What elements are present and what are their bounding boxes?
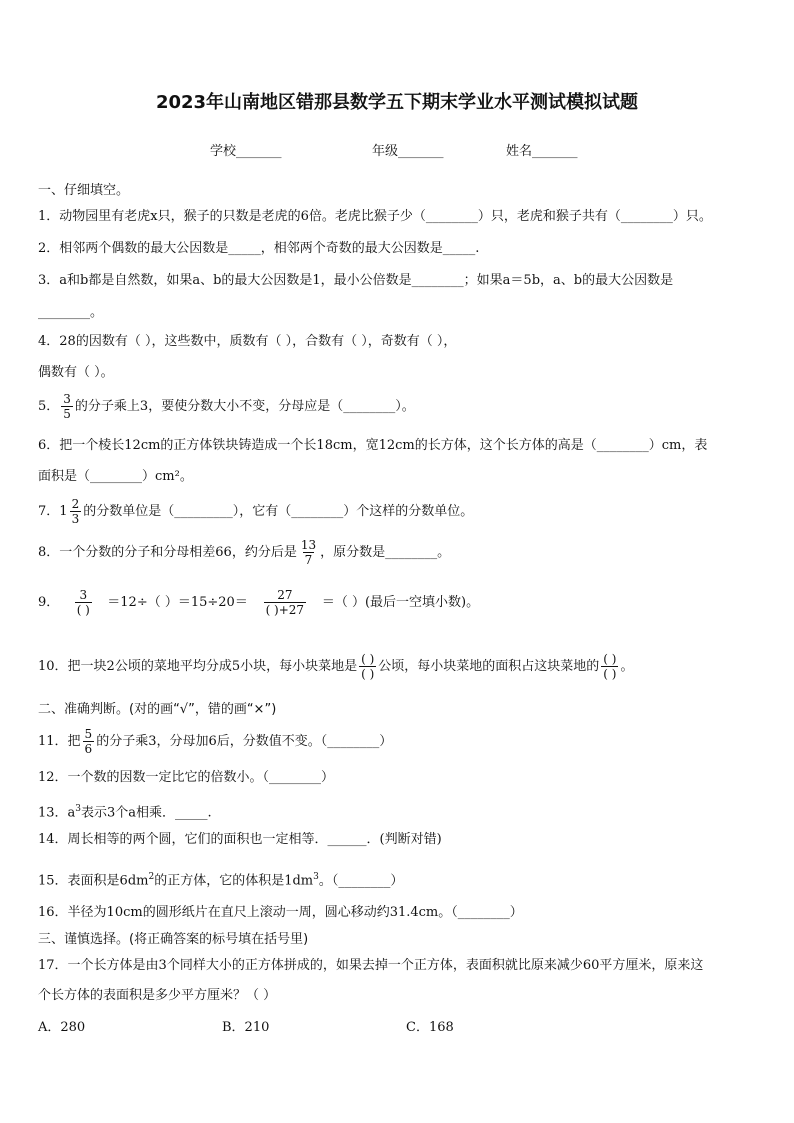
q9-f1-denominator: ( ) — [76, 603, 90, 617]
question-17-line2: 个长方体的表面积是多少平方厘米？（ ） — [38, 988, 277, 1003]
question-4-line2: 偶数有（ ）。 — [38, 365, 114, 380]
question-9 — [38, 588, 479, 617]
question-7 — [38, 497, 473, 526]
q7-denominator: 3 — [71, 512, 80, 526]
q9-prefix: 9． — [38, 595, 60, 610]
q7-fraction — [70, 497, 82, 526]
q8-denominator: 7 — [304, 553, 313, 567]
name-field[interactable]: 姓名_______ — [506, 144, 578, 159]
exam-title: 2023年山南地区错那县数学五下期末学业水平测试模拟试题 — [155, 92, 639, 113]
q5-denominator: 5 — [63, 407, 71, 421]
q10-text: 。 — [620, 659, 634, 674]
q7-prefix: 7． — [38, 504, 60, 519]
q9-f2-numerator: 27 — [277, 588, 293, 602]
q17-option-a: A．280 — [38, 1020, 86, 1035]
school-field[interactable]: 学校_______ — [210, 144, 282, 159]
q17-option-c: C．168 — [406, 1020, 454, 1035]
q10-f2-denominator: ( ) — [603, 667, 617, 681]
q15-exponent-2: 3 — [313, 872, 319, 882]
q11-prefix: 11．把 — [38, 734, 81, 749]
q15-pre: 15．表面积是6dm — [38, 873, 149, 889]
q10-prefix: 10．把一块2公顷的菜地平均分成5小块，每小块菜地是 — [38, 659, 358, 674]
q8-fraction — [299, 538, 318, 567]
q15-exponent-1: 2 — [148, 872, 155, 882]
question-3-line1: 3．a和b都是自然数，如果a、b的最大公因数是1，最小公倍数是________；如果a＝5b，a、b的最大公因数是 — [38, 273, 674, 288]
section-2-heading: 二、准确判断。(对的画“√”，错的画“×”) — [38, 702, 277, 717]
question-3-line2: ________。 — [38, 305, 104, 320]
question-6-line1: 6．把一个棱长12cm的正方体铁块铸造成一个长18cm，宽12cm的长方体，这个长方体的高是（________）cm，表 — [38, 438, 708, 453]
q5-prefix: 5． — [38, 399, 60, 414]
question-17-line1: 17．一个长方体是由3个同样大小的正方体拼成的，如果去掉一个正方体，表面积就比原来减少60平方厘米，原来这 — [38, 958, 704, 973]
grade-field[interactable]: 年级_______ — [372, 144, 444, 159]
q8-prefix: 8．一个分数的分子和分母相差66，约分后是 — [38, 545, 297, 560]
q10-fraction-1 — [359, 652, 376, 681]
q9-fraction-2 — [250, 588, 320, 617]
question-11 — [38, 727, 392, 756]
question-13 — [38, 801, 212, 821]
q10-f2-numerator: ( ) — [603, 652, 617, 666]
q7-mixed-number — [59, 497, 83, 526]
q8-text: ，原分数是________。 — [320, 545, 451, 560]
section-3-heading: 三、谨慎选择。(将正确答案的标号填在括号里) — [38, 932, 309, 947]
section-1-heading: 一、仔细填空。 — [38, 183, 130, 198]
q15-mid: 的正方体，它的体积是1dm — [154, 873, 314, 889]
question-14: 14．周长相等的两个圆，它们的面积也一定相等．______．(判断对错) — [38, 832, 442, 847]
q9-f1-numerator: 3 — [79, 588, 88, 602]
q13-exponent: 3 — [75, 804, 82, 814]
q7-numerator: 2 — [71, 497, 80, 511]
question-5 — [38, 392, 415, 421]
question-16: 16．半径为10cm的圆形纸片在直尺上滚动一周，圆心移动约31.4cm。（________） — [38, 905, 523, 920]
q9-f2-denominator: ( )+27 — [265, 603, 305, 617]
question-2: 2．相邻两个偶数的最大公因数是_____，相邻两个奇数的最大公因数是_____. — [38, 241, 480, 256]
question-8 — [38, 538, 450, 567]
q10-f1-denominator: ( ) — [361, 667, 375, 681]
q13-post: 表示3个a相乘．_____. — [81, 805, 212, 821]
question-12: 12．一个数的因数一定比它的倍数小。（________） — [38, 770, 335, 785]
q11-denominator: 6 — [84, 742, 93, 756]
q15-post: 。（________） — [318, 873, 404, 889]
q10-fraction-2 — [601, 652, 618, 681]
question-6-line2: 面积是（________）cm²。 — [38, 469, 193, 484]
q11-numerator: 5 — [84, 727, 93, 741]
q8-numerator: 13 — [300, 538, 317, 552]
q11-text: 的分子乘3，分母加6后，分数值不变。（________） — [96, 734, 393, 749]
question-15 — [38, 869, 403, 889]
q9-middle: ＝12÷（ ）＝15÷20＝ — [107, 595, 248, 610]
q13-pre: 13．a — [38, 805, 76, 821]
q9-text: ＝（ ）(最后一空填小数)。 — [321, 595, 480, 610]
q11-fraction — [83, 727, 95, 756]
question-4-line1: 4．28的因数有（ ），这些数中，质数有（ ），合数有（ ），奇数有（ ）， — [38, 334, 457, 349]
question-10 — [38, 652, 634, 681]
q9-fraction-1 — [61, 588, 105, 617]
q5-fraction — [61, 392, 73, 421]
question-1: 1．动物园里有老虎x只，猴子的只数是老虎的6倍。老虎比猴子少（________）只，老虎和猴子共有（________）只。 — [38, 209, 712, 224]
q5-numerator: 3 — [63, 392, 71, 406]
q10-middle: 公顷，每小块菜地的面积占这块菜地的 — [378, 659, 600, 674]
q7-whole: 1 — [59, 503, 68, 519]
q5-text: 的分子乘上3，要使分数大小不变，分母应是（________）。 — [74, 399, 415, 414]
q7-text: 的分数单位是（_________），它有（________）个这样的分数单位。 — [83, 504, 474, 519]
q17-option-b: B．210 — [222, 1020, 270, 1035]
q10-f1-numerator: ( ) — [361, 652, 375, 666]
